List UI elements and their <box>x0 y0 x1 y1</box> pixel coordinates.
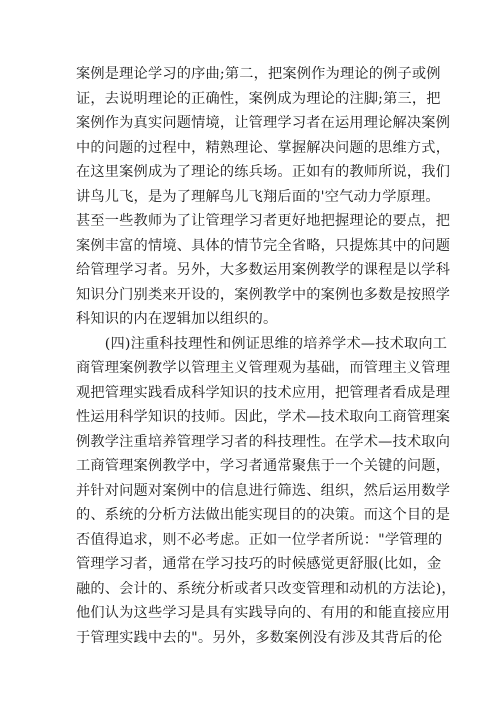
text-line: 的、系统的分析方法做出能实现目的的决策。而这个目的是 <box>76 507 451 523</box>
text-line: 商管理案例教学以管理主义管理观为基础，而管理主义管理 <box>76 360 451 376</box>
text-line: 案例作为真实问题情境，让管理学习者在运用理论解决案例 <box>76 115 451 131</box>
paragraph-start-line: (四)注重科技理性和例证思维的培养学术—技术取向工 <box>76 335 448 352</box>
text-line: 并针对问题对案例中的信息进行筛选、组织，然后运用数学 <box>76 482 451 499</box>
text-line: 案例丰富的情境、具体的情节完全省略，只提炼其中的问题 <box>76 237 451 254</box>
text-line: 观把管理实践看成科学知识的技术应用，把管理者看成是理 <box>76 384 451 401</box>
text-line: 管理学习者，通常在学习技巧的时候感觉更舒服(比如，金 <box>76 556 442 572</box>
text-line: 否值得追求，则不必考虑。正如一位学者所说："学管理的 <box>76 531 443 548</box>
text-line: 证，去说明理论的正确性，案例成为理论的注脚;第三，把 <box>76 90 441 107</box>
text-line: 在这里案例成为了理论的练兵场。正如有的教师所说，我们 <box>76 164 451 180</box>
text-line: 中的问题的过程中，精熟理论、掌握解决问题的思维方式， <box>76 139 451 156</box>
text-line: 给管理学习者。另外，大多数运用案例教学的课程是以学科 <box>76 262 451 278</box>
text-line: 科知识的内在逻辑加以组织的。 <box>76 311 278 327</box>
text-line: 例教学注重培养管理学习者的科技理性。在学术—技术取向 <box>76 433 451 450</box>
text-line: 案例是理论学习的序曲;第二，把案例作为理论的例子或例 <box>76 66 441 82</box>
text-line: 性运用科学知识的技师。因此，学术—技术取向工商管理案 <box>76 409 451 425</box>
text-line: 讲鸟儿飞，是为了理解鸟儿飞翔后面的'空气动力学原理。 <box>76 188 440 205</box>
text-line: 于管理实践中去的"。另外，多数案例没有涉及其背后的伦 <box>76 629 443 646</box>
document-body <box>76 62 456 650</box>
text-line: 工商管理案例教学中，学习者通常聚焦于一个关键的问题， <box>76 458 451 474</box>
text-line: 知识分门别类来开设的，案例教学中的案例也多数是按照学 <box>76 286 451 303</box>
text-line: 他们认为这些学习是具有实践导向的、有用的和能直接应用 <box>76 605 451 621</box>
text-line: 融的、会计的、系统分析或者只改变管理和动机的方法论)， <box>76 580 456 597</box>
text-line: 甚至一些教师为了让管理学习者更好地把握理论的要点，把 <box>76 213 451 229</box>
